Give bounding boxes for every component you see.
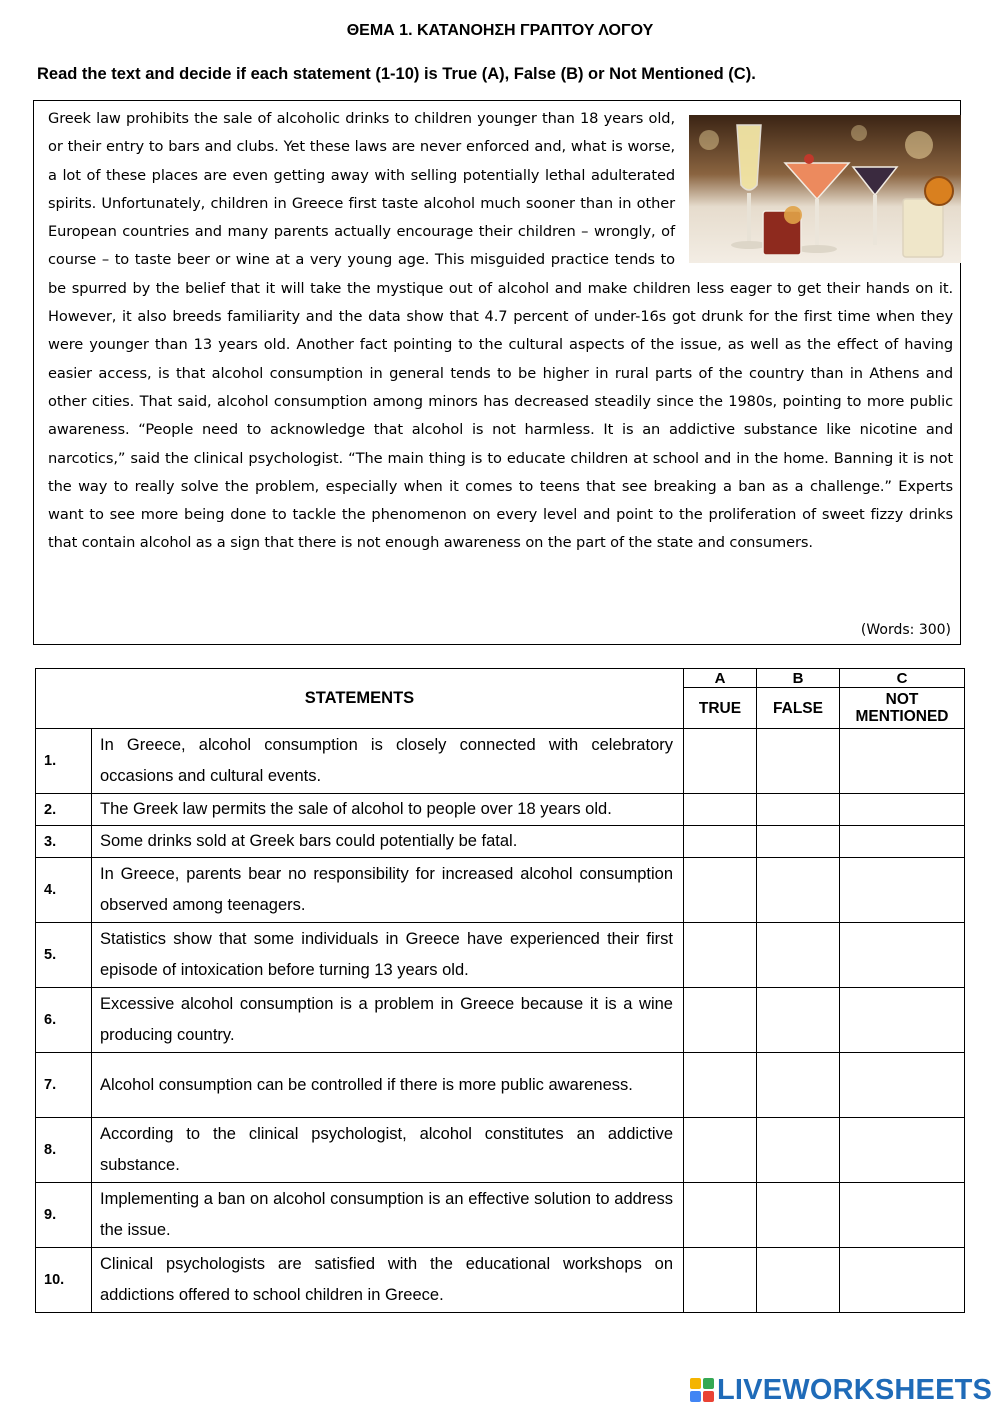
column-true-header: TRUE: [684, 688, 757, 729]
not-mentioned-line2: MENTIONED: [855, 708, 949, 725]
statement-text: Some drinks sold at Greek bars could potentially be fatal.: [92, 826, 684, 858]
answer-cell-true-1[interactable]: [684, 729, 757, 794]
instructions: Read the text and decide if each statement (1-10) is True (A), False (B) or Not Mentioned (C).: [37, 65, 756, 83]
answer-cell-not-mentioned-4[interactable]: [840, 858, 965, 923]
answer-cell-true-9[interactable]: [684, 1183, 757, 1248]
statement-text: In Greece, parents bear no responsibility for increased alcohol consumption observed among teenagers.: [92, 858, 684, 923]
answer-cell-false-2[interactable]: [757, 794, 840, 826]
column-letter-c: C: [840, 669, 965, 688]
statements-header: STATEMENTS: [36, 669, 684, 729]
table-row: [36, 988, 965, 1053]
column-letter-b: B: [757, 669, 840, 688]
answer-cell-not-mentioned-3[interactable]: [840, 826, 965, 858]
answer-cell-not-mentioned-10[interactable]: [840, 1248, 965, 1313]
statement-number: 5.: [36, 923, 92, 988]
statement-number: 7.: [36, 1053, 92, 1118]
statement-text: The Greek law permits the sale of alcohol to people over 18 years old.: [92, 794, 684, 826]
answer-cell-false-10[interactable]: [757, 1248, 840, 1313]
logo-square-red: [703, 1391, 714, 1402]
statements-table: [35, 668, 965, 1313]
reading-passage: [48, 105, 953, 558]
answer-cell-not-mentioned-6[interactable]: [840, 988, 965, 1053]
statement-text: Alcohol consumption can be controlled if there is more public awareness.: [92, 1053, 684, 1118]
statement-number: 6.: [36, 988, 92, 1053]
statement-number: 3.: [36, 826, 92, 858]
liveworksheets-logo: [690, 1373, 992, 1407]
answer-cell-false-5[interactable]: [757, 923, 840, 988]
answer-cell-false-9[interactable]: [757, 1183, 840, 1248]
answer-cell-true-3[interactable]: [684, 826, 757, 858]
word-count: (Words: 300): [860, 622, 951, 638]
answer-cell-false-8[interactable]: [757, 1118, 840, 1183]
table-row: [36, 1118, 965, 1183]
statement-number: 1.: [36, 729, 92, 794]
table-row: [36, 1053, 965, 1118]
statement-text: Excessive alcohol consumption is a problem in Greece because it is a wine producing country.: [92, 988, 684, 1053]
liveworksheets-logo-icon: [690, 1378, 714, 1402]
answer-cell-false-4[interactable]: [757, 858, 840, 923]
logo-square-yellow: [690, 1378, 701, 1389]
column-not-mentioned-header: [840, 688, 965, 729]
statement-text: In Greece, alcohol consumption is closely connected with celebratory occasions and cultural events.: [92, 729, 684, 794]
cocktail-glasses-illustration: [689, 115, 961, 263]
column-false-header: FALSE: [757, 688, 840, 729]
statement-text: Statistics show that some individuals in Greece have experienced their first episode of intoxication before turning 13 years old.: [92, 923, 684, 988]
answer-cell-not-mentioned-7[interactable]: [840, 1053, 965, 1118]
statement-text: Implementing a ban on alcohol consumption is an effective solution to address the issue.: [92, 1183, 684, 1248]
answer-cell-not-mentioned-1[interactable]: [840, 729, 965, 794]
table-row: [36, 794, 965, 826]
column-letter-a: A: [684, 669, 757, 688]
answer-cell-not-mentioned-2[interactable]: [840, 794, 965, 826]
answer-cell-true-4[interactable]: [684, 858, 757, 923]
answer-cell-not-mentioned-5[interactable]: [840, 923, 965, 988]
statement-number: 10.: [36, 1248, 92, 1313]
answer-cell-false-3[interactable]: [757, 826, 840, 858]
answer-cell-true-6[interactable]: [684, 988, 757, 1053]
page-title: ΘΕΜΑ 1. ΚΑΤΑΝΟΗΣΗ ΓΡΑΠΤΟΥ ΛΟΓΟΥ: [346, 22, 654, 39]
answer-cell-not-mentioned-9[interactable]: [840, 1183, 965, 1248]
logo-text: LIVEWORKSHEETS: [717, 1373, 993, 1406]
statement-text: Clinical psychologists are satisfied with the educational workshops on addictions offered to school children in Greece.: [92, 1248, 684, 1313]
table-row: [36, 729, 965, 794]
table-row: [36, 1248, 965, 1313]
reading-passage-box: [33, 100, 961, 645]
answer-cell-true-7[interactable]: [684, 1053, 757, 1118]
answer-cell-false-7[interactable]: [757, 1053, 840, 1118]
logo-square-green: [703, 1378, 714, 1389]
answer-cell-true-2[interactable]: [684, 794, 757, 826]
answer-cell-true-5[interactable]: [684, 923, 757, 988]
table-row: [36, 1183, 965, 1248]
passage-text: Greek law prohibits the sale of alcoholic drinks to children younger than 18 years old, or their entry to bars and clubs. Yet these laws are never enforced and, what is worse, a lot of these places are even getting away with selling potentially lethal adulterated spirits. Unfortunately, children in Greece first taste alcohol much sooner than in other European countries and many parents actually encourage their children – wrongly, of course – to taste beer or wine at a very young age. This misguided practice tends to be spurred by the belief that it will take the mystique out of alcohol and make children less eager to get their hands on it. However, it also breeds familiarity and the data show that 4.7 percent of under-16s got drunk for the first time when they were younger than 13 years old. Another fact pointing to the cultural aspects of the issue, as well as the effect of having easier access, is that alcohol consumption in general tends to be higher in rural parts of the country than in Athens and other cities. That said, alcohol consumption among minors has decreased steadily since the 1980s, pointing to more public awareness. “People need to acknowledge that alcohol is not harmless. It is an addictive substance like nicotine and narcotics,” said the clinical psychologist. “The main thing is to educate children at school and in the home. Banning it is not the way to really solve the problem, especially when it comes to teens that see breaking a ban as a challenge.” Experts want to see more being done to tackle the phenomenon on every level and point to the proliferation of sweet fizzy drinks that contain alcohol as a sign that there is not enough awareness on the part of the state and consumers.: [48, 110, 953, 552]
statement-number: 9.: [36, 1183, 92, 1248]
not-mentioned-line1: NOT: [885, 691, 919, 708]
table-row: [36, 923, 965, 988]
statement-number: 4.: [36, 858, 92, 923]
answer-cell-not-mentioned-8[interactable]: [840, 1118, 965, 1183]
logo-square-blue: [690, 1391, 701, 1402]
table-row: [36, 826, 965, 858]
statement-text: According to the clinical psychologist, alcohol constitutes an addictive substance.: [92, 1118, 684, 1183]
answer-cell-false-6[interactable]: [757, 988, 840, 1053]
answer-cell-true-10[interactable]: [684, 1248, 757, 1313]
table-row: [36, 858, 965, 923]
statement-number: 2.: [36, 794, 92, 826]
answer-cell-true-8[interactable]: [684, 1118, 757, 1183]
statement-number: 8.: [36, 1118, 92, 1183]
answer-cell-false-1[interactable]: [757, 729, 840, 794]
cocktails-photo: [689, 115, 961, 263]
